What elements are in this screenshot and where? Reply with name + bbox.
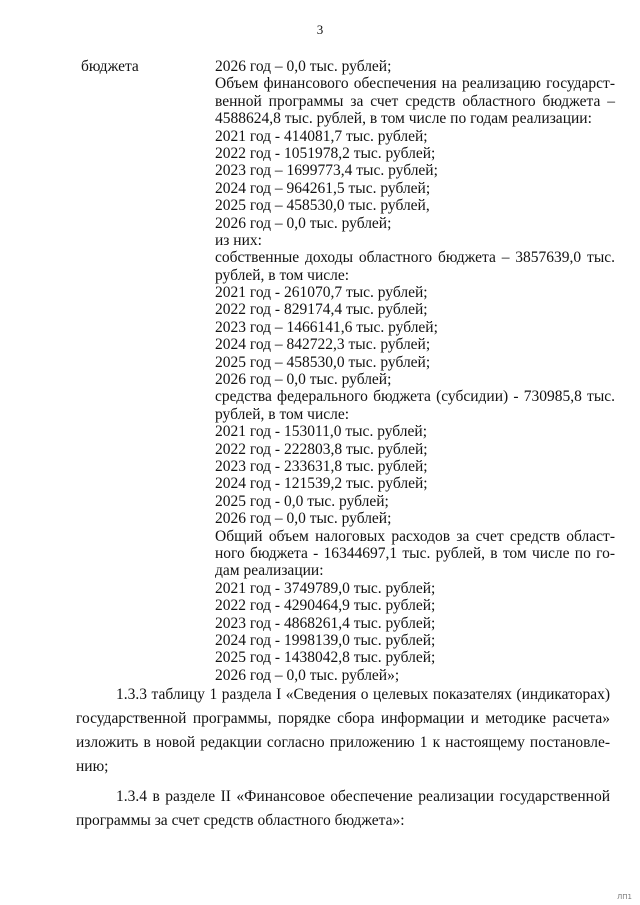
content-line: 2024 год - 121539,2 тыс. рублей; xyxy=(215,475,428,493)
paragraph-line: нию; xyxy=(76,758,109,775)
content-line: 2022 год - 1051978,2 тыс. рублей; xyxy=(215,144,436,162)
content-line: венной программы за счет средств областного бюджета – xyxy=(215,92,615,110)
content-line: 2023 год – 1466141,6 тыс. рублей; xyxy=(215,318,438,336)
paragraph-line: изложить в новой редакции согласно приложению 1 к настоящему постановле- xyxy=(76,734,610,751)
paragraph-line: государственной программы, порядке сбора информации и методике расчета» xyxy=(76,710,610,727)
content-line: рублей, в том числе: xyxy=(215,266,350,284)
content-line: рублей, в том числе: xyxy=(215,405,350,423)
paragraph-1-3-4 xyxy=(76,785,610,833)
content-line: 2025 год – 458530,0 тыс. рублей, xyxy=(215,197,430,215)
content-line: 2026 год – 0,0 тыс. рублей; xyxy=(215,510,392,528)
content-line: 2022 год - 4290464,9 тыс. рублей; xyxy=(215,597,436,615)
page-number: 3 xyxy=(316,22,324,37)
content-line: дам реализации: xyxy=(215,562,324,580)
content-line: 2023 год – 1699773,4 тыс. рублей; xyxy=(215,162,438,180)
paragraph-line: программы за счет средств областного бюджета»: xyxy=(76,812,405,829)
footer-mark: ЛП1 xyxy=(617,893,632,901)
row-content xyxy=(215,58,615,684)
content-line: 2025 год - 0,0 тыс. рублей; xyxy=(215,492,389,510)
content-line: 2021 год - 261070,7 тыс. рублей; xyxy=(215,284,428,302)
budget-row xyxy=(76,58,616,684)
content-line: 2026 год – 0,0 тыс. рублей; xyxy=(215,214,392,232)
content-line: 2021 год - 3749789,0 тыс. рублей; xyxy=(215,579,436,597)
content-line: из них: xyxy=(215,231,262,249)
content-line: 2026 год – 0,0 тыс. рублей; xyxy=(215,58,392,75)
content-line: 2024 год – 964261,5 тыс. рублей; xyxy=(215,179,431,197)
content-line: 2022 год - 829174,4 тыс. рублей; xyxy=(215,301,428,319)
paragraph-1-3-3 xyxy=(76,683,610,779)
content-line: средства федерального бюджета (субсидии) - 730985,8 тыс. xyxy=(215,388,615,406)
content-line: 2023 год - 4868261,4 тыс. рублей; xyxy=(215,614,436,632)
content-line: 2023 год - 233631,8 тыс. рублей; xyxy=(215,457,428,475)
content-line: 2021 год - 153011,0 тыс. рублей; xyxy=(215,423,427,441)
content-line: 2026 год – 0,0 тыс. рублей; xyxy=(215,371,392,389)
paragraph-line: 1.3.3 таблицу 1 раздела I «Сведения о целевых показателях (индикаторах) xyxy=(116,686,610,703)
paragraph-line: 1.3.4 в разделе II «Финансовое обеспечение реализации государственной xyxy=(116,788,610,805)
content-line: 4588624,8 тыс. рублей, в том числе по годам реализации: xyxy=(215,110,592,128)
content-line: 2022 год - 222803,8 тыс. рублей; xyxy=(215,440,428,458)
content-line: 2025 год - 1438042,8 тыс. рублей; xyxy=(215,649,436,667)
content-line: 2024 год - 1998139,0 тыс. рублей; xyxy=(215,631,436,649)
content-line: 2024 год – 842722,3 тыс. рублей; xyxy=(215,336,431,354)
row-label: бюджета xyxy=(81,58,139,75)
content-line: собственные доходы областного бюджета – 3857639,0 тыс. xyxy=(215,249,615,267)
content-line: Объем финансового обеспечения на реализацию государст- xyxy=(215,75,615,93)
content-line: Общий объем налоговых расходов за счет средств област- xyxy=(215,527,615,545)
content-line: 2021 год - 414081,7 тыс. рублей; xyxy=(215,127,428,145)
content-line: 2025 год – 458530,0 тыс. рублей; xyxy=(215,353,431,371)
content-line: ного бюджета - 16344697,1 тыс. рублей, в том числе по го- xyxy=(215,544,615,562)
content-line: 2026 год – 0,0 тыс. рублей»; xyxy=(215,666,400,684)
